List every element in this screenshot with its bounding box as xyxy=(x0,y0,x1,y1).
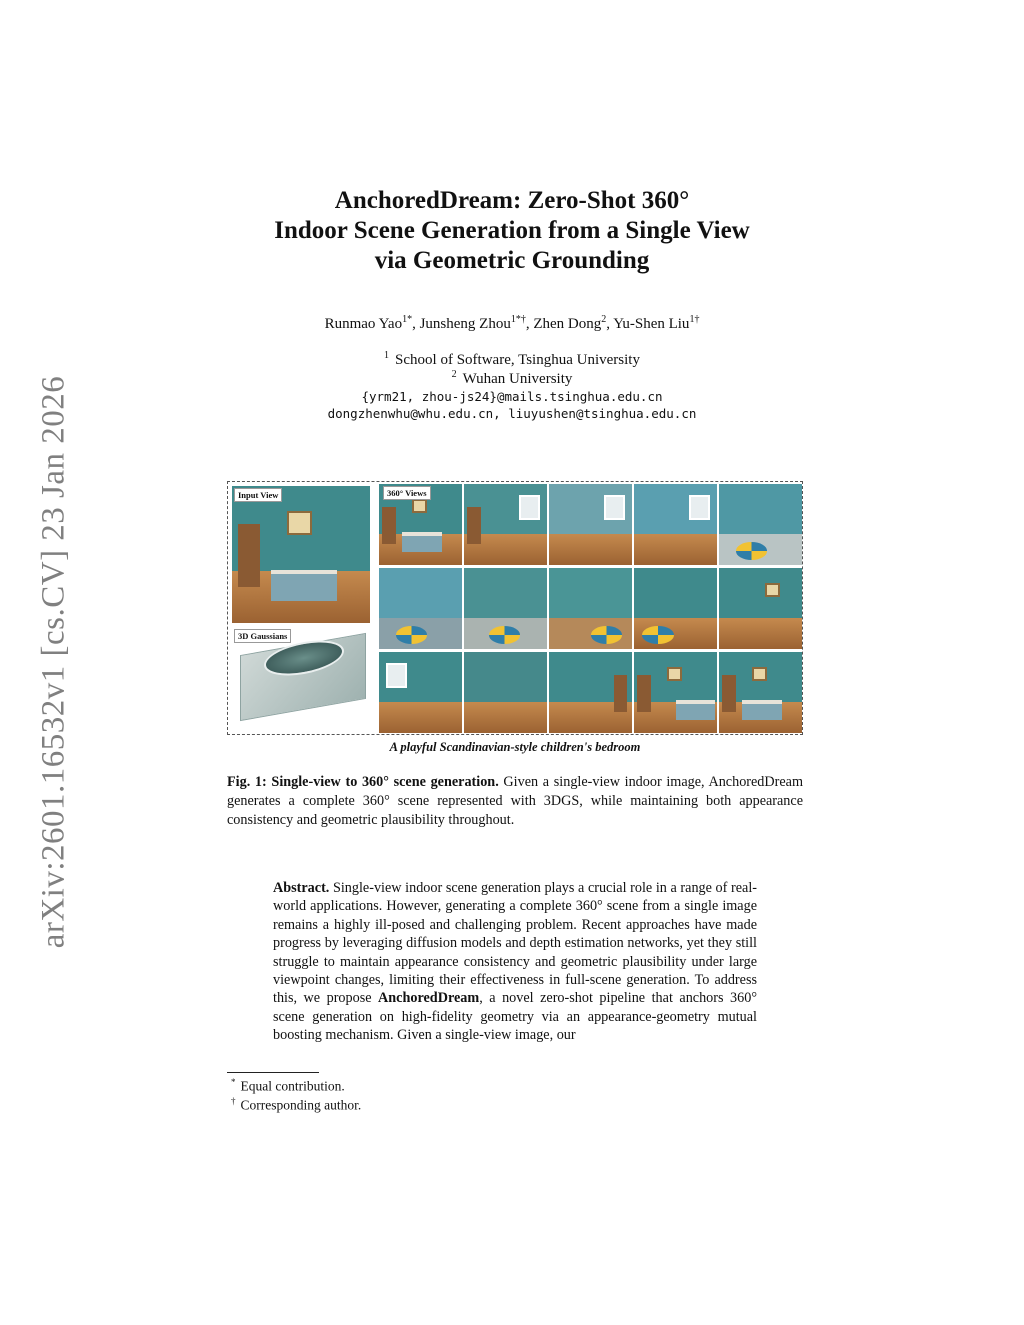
email-line-2: dongzhenwhu@whu.edu.cn, liuyushen@tsinghua.edu.cn xyxy=(327,406,697,421)
gaussians-label: 3D Gaussians xyxy=(234,629,291,643)
affiliation-text: School of Software, Tsinghua University xyxy=(395,352,640,368)
abstract xyxy=(273,879,757,1045)
view-thumbnail xyxy=(549,484,632,565)
figure-caption xyxy=(227,773,803,830)
abstract-text-continued: , a novel zero-shot pipeline that anchors 360° scene generation on high-fidelity geometry via an appearance-geometry mutual boosting mechanism. Given a single-view image, our xyxy=(273,990,757,1044)
view-thumbnail xyxy=(464,484,547,565)
author-mark: 2 xyxy=(601,314,607,325)
view-thumbnail xyxy=(719,484,802,565)
caption-label: Fig. 1: Single-view to 360° scene generation. xyxy=(227,774,499,790)
footnote-mark: † xyxy=(231,1096,236,1106)
arxiv-identifier-stamp: arXiv:2601.16532v1 [cs.CV] 23 Jan 2026 xyxy=(35,375,72,949)
footnote-text: Corresponding author. xyxy=(240,1097,362,1113)
author-mark: 1† xyxy=(689,314,700,325)
footnote-1 xyxy=(231,1077,345,1095)
view-thumbnail xyxy=(719,652,802,733)
view-thumbnail xyxy=(464,652,547,733)
affiliation-number: 1 xyxy=(384,350,390,361)
view-thumbnail xyxy=(379,568,462,649)
footnote-divider xyxy=(227,1072,319,1073)
view-thumbnail xyxy=(464,568,547,649)
input-view-label: Input View xyxy=(234,488,282,502)
footnote-mark: * xyxy=(231,1077,236,1087)
view-thumbnail xyxy=(549,568,632,649)
abstract-text: Single-view indoor scene generation plays a crucial role in a range of real-world applications. However, generating a complete 360° scene from a single image remains a highly ill-posed and challenging problem. Recent approaches have made progress by leveraging diffusion models and depth estimation networks, yet they still struggle to maintain appearance consistency and geometric plausibility under large viewpoint changes, limiting their effectiveness in full-scene generation. To address this, we propose xyxy=(273,880,757,1007)
caption-text: Given a single-view indoor image, AnchoredDream generates a complete 360° scene represented with 3DGS, while maintaining both appearance consistency and geometric plausibility throughout. xyxy=(227,774,803,828)
affiliation-number: 2 xyxy=(451,369,457,380)
footnote-text: Equal contribution. xyxy=(240,1078,345,1094)
author-name: Zhen Dong xyxy=(533,316,602,332)
view-thumbnail xyxy=(634,568,717,649)
affiliation-1 xyxy=(0,350,1024,369)
author-separator: , xyxy=(606,316,614,332)
view-thumbnail xyxy=(634,484,717,565)
input-view-image xyxy=(232,486,370,623)
author-mark: 1* xyxy=(402,314,413,325)
view-thumbnail xyxy=(549,652,632,733)
paper-title xyxy=(0,186,1024,276)
title-line-3: via Geometric Grounding xyxy=(374,247,650,274)
title-line-2: Indoor Scene Generation from a Single View xyxy=(274,217,750,244)
gaussians-render xyxy=(232,628,374,730)
author-separator: , xyxy=(412,316,420,332)
view-thumbnail xyxy=(379,652,462,733)
footnote-2 xyxy=(231,1096,361,1114)
method-name: AnchoredDream xyxy=(378,990,480,1007)
views-label: 360° Views xyxy=(383,486,431,500)
affiliation-2 xyxy=(0,369,1024,388)
email-line-1: {yrm21, zhou-js24}@mails.tsinghua.edu.cn xyxy=(361,389,663,404)
view-thumbnail xyxy=(719,568,802,649)
author-separator: , xyxy=(525,316,534,332)
author-list xyxy=(0,314,1024,333)
title-line-1: AnchoredDream: Zero-Shot 360° xyxy=(334,187,690,214)
teaser-figure xyxy=(227,481,803,735)
figure-subcaption: A playful Scandinavian-style children's bedroom xyxy=(389,740,641,754)
affiliation-text: Wuhan University xyxy=(462,371,573,387)
abstract-label: Abstract. xyxy=(273,880,330,896)
author-name: Yu-Shen Liu xyxy=(613,316,690,332)
view-thumbnail xyxy=(634,652,717,733)
author-name: Runmao Yao xyxy=(324,316,403,332)
author-name: Junsheng Zhou xyxy=(419,316,511,332)
author-mark: 1*† xyxy=(510,314,526,325)
